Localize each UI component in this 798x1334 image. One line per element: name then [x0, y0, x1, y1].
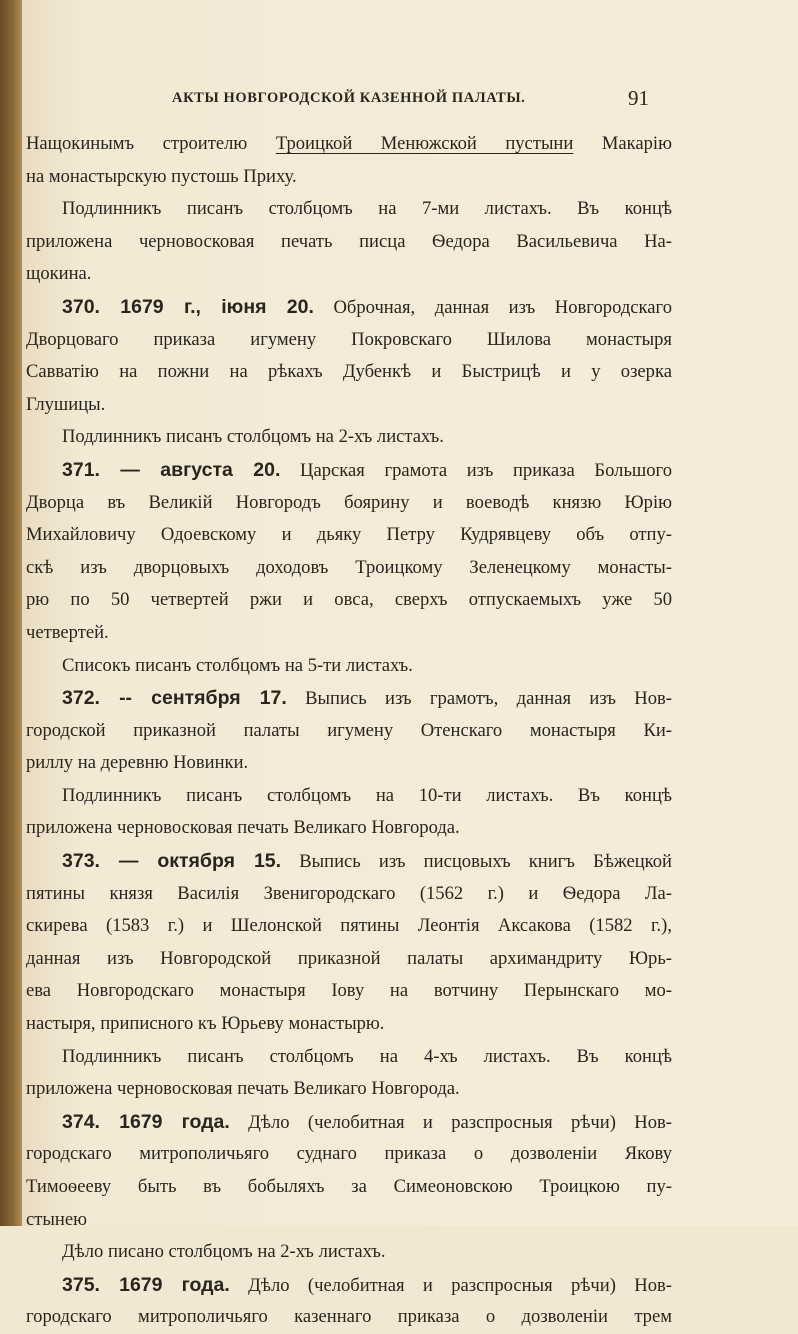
- text-segment: Тимоѳееву быть въ бобыляхъ за Симеоновскою Троицкою пу-: [26, 1176, 672, 1197]
- text-segment: Выпись изъ писцовыхъ книгъ Бѣжецкой: [281, 851, 672, 873]
- text-segment: приложена черновосковая печать писца Ѳедора Васильевича На-: [26, 230, 672, 252]
- text-line: [26, 454, 672, 487]
- text-line: [26, 812, 672, 845]
- text-line: [26, 682, 672, 715]
- text-segment: Дѣло (челобитная и разспросныя рѣчи) Нов-: [229, 1274, 672, 1296]
- text-line: [26, 487, 672, 520]
- text-line: [26, 1301, 672, 1334]
- text-line: [26, 519, 672, 552]
- text-segment: Макарію: [573, 133, 672, 154]
- text-line: [26, 1138, 672, 1171]
- text-segment: Списокъ писанъ столбцомъ на 5-ти листахъ.: [62, 654, 413, 676]
- text-segment: Царская грамота изъ приказа Большого: [280, 459, 672, 481]
- text-segment: щокина.: [26, 263, 92, 285]
- page-body-text: [26, 128, 672, 1334]
- entry-number: 373.: [62, 850, 119, 873]
- text-line: [26, 291, 672, 324]
- text-line: [26, 1269, 672, 1302]
- text-line: [26, 226, 672, 259]
- text-segment: ева Новгородскаго монастыря Іову на вотчину Перынскаго мо-: [26, 980, 672, 1002]
- text-line: [26, 910, 672, 943]
- text-segment: Глушицы.: [26, 393, 106, 415]
- text-line: [26, 1073, 672, 1106]
- text-segment: четвертей.: [26, 621, 109, 643]
- text-line: [26, 161, 672, 194]
- text-line: [26, 1041, 672, 1074]
- text-segment: Подлинникъ писанъ столбцомъ на 2-хъ листахъ.: [62, 426, 444, 448]
- text-line: [26, 1008, 672, 1041]
- running-title: АКТЫ НОВГОРОДСКОЙ КАЗЕННОЙ ПАЛАТЫ.: [172, 90, 526, 106]
- text-segment: Дворцоваго приказа игумену Покровскаго Шилова монастыря: [26, 328, 672, 350]
- entry-date: 1679 года.: [119, 1110, 230, 1133]
- text-segment: Оброчная, данная изъ Новгородскаго: [313, 296, 673, 318]
- text-line: [26, 617, 672, 650]
- text-segment: Выпись изъ грамотъ, данная изъ Нов-: [286, 688, 673, 710]
- text-segment: Дворца въ Великій Новгородъ боярину и воеводѣ князю Юрію: [26, 491, 672, 513]
- text-segment: приложена черновосковая печать Великаго Новгорода.: [26, 817, 460, 839]
- text-segment: Подлинникъ писанъ столбцомъ на 7-ми листахъ. Въ концѣ: [62, 198, 672, 220]
- text-line: [26, 128, 672, 161]
- text-segment: Дѣло писано столбцомъ на 2-хъ листахъ.: [62, 1241, 386, 1263]
- entry-date: 1679 г., іюня 20.: [120, 295, 314, 318]
- text-segment: приложена черновосковая печать Великаго Новгорода.: [26, 1078, 460, 1100]
- text-segment: стынею: [26, 1208, 87, 1230]
- text-line: [26, 324, 672, 357]
- text-line: [26, 780, 672, 813]
- text-segment: Нащокинымъ строителю: [26, 133, 276, 154]
- text-segment: Подлинникъ писанъ столбцомъ на 4-хъ листахъ. Въ концѣ: [62, 1045, 672, 1067]
- text-line: [26, 1171, 672, 1204]
- text-segment: данная изъ Новгородской приказной палаты архимандриту Юрь-: [26, 947, 672, 969]
- text-line: [26, 258, 672, 291]
- text-line: [26, 975, 672, 1008]
- text-line: [26, 878, 672, 911]
- entry-number: 370.: [62, 295, 121, 318]
- text-segment: городскаго митрополичьяго казеннаго приказа о дозволеніи трем: [26, 1306, 672, 1328]
- text-line: [26, 747, 672, 780]
- text-line: [26, 1204, 672, 1237]
- text-line: [26, 715, 672, 748]
- entry-number: 372.: [62, 687, 120, 710]
- entry-date: -- сентября 17.: [119, 687, 287, 710]
- text-segment: скирева (1583 г.) и Шелонской пятины Леонтія Аксакова (1582 г.),: [26, 915, 672, 937]
- text-segment: городскаго митрополичьяго суднаго приказа о дозволеніи Якову: [26, 1143, 672, 1165]
- text-segment: риллу на деревню Новинки.: [26, 752, 249, 774]
- text-segment: Савватію на пожни на рѣкахъ Дубенкѣ и Быстрицѣ и у озерка: [26, 361, 672, 383]
- text-line: [26, 389, 672, 422]
- text-segment: городской приказной палаты игумену Отенскаго монастыря Ки-: [26, 719, 672, 741]
- entry-number: 375.: [62, 1273, 120, 1296]
- text-segment: на монастырскую пустошь Приху.: [26, 165, 297, 187]
- text-line: [26, 845, 672, 878]
- page-number: 91: [628, 86, 649, 110]
- text-line: [26, 421, 672, 454]
- text-line: [26, 356, 672, 389]
- text-segment: Троицкой Менюжской пустыни: [275, 133, 574, 154]
- text-segment: рю по 50 четвертей ржи и овса, сверхъ отпускаемыхъ уже 50: [26, 589, 672, 611]
- text-line: [26, 584, 672, 617]
- text-segment: Подлинникъ писанъ столбцомъ на 10-ти листахъ. Въ концѣ: [62, 784, 672, 806]
- text-segment: пятины князя Василія Звенигородскаго (1562 г.) и Ѳедора Ла-: [26, 882, 672, 904]
- page-header: [22, 86, 798, 110]
- text-line: [26, 193, 672, 226]
- entry-date: — октября 15.: [118, 850, 282, 873]
- text-line: [26, 552, 672, 585]
- text-line: [26, 650, 672, 683]
- text-line: [26, 943, 672, 976]
- book-page: [22, 0, 798, 1328]
- text-line: [26, 1106, 672, 1139]
- entry-date: 1679 года.: [119, 1273, 230, 1296]
- text-line: [26, 1236, 672, 1269]
- text-segment: скѣ изъ дворцовыхъ доходовъ Троицкому Зеленецкому монасты-: [26, 556, 672, 578]
- text-segment: Михайловичу Одоевскому и дьяку Петру Кудрявцеву объ отпу-: [26, 524, 672, 546]
- text-segment: настыря, приписного къ Юрьеву монастырю.: [26, 1013, 385, 1035]
- entry-number: 371.: [62, 458, 121, 481]
- entry-date: — августа 20.: [120, 458, 281, 481]
- entry-number: 374.: [62, 1110, 120, 1133]
- text-segment: Дѣло (челобитная и разспросныя рѣчи) Нов-: [229, 1111, 672, 1133]
